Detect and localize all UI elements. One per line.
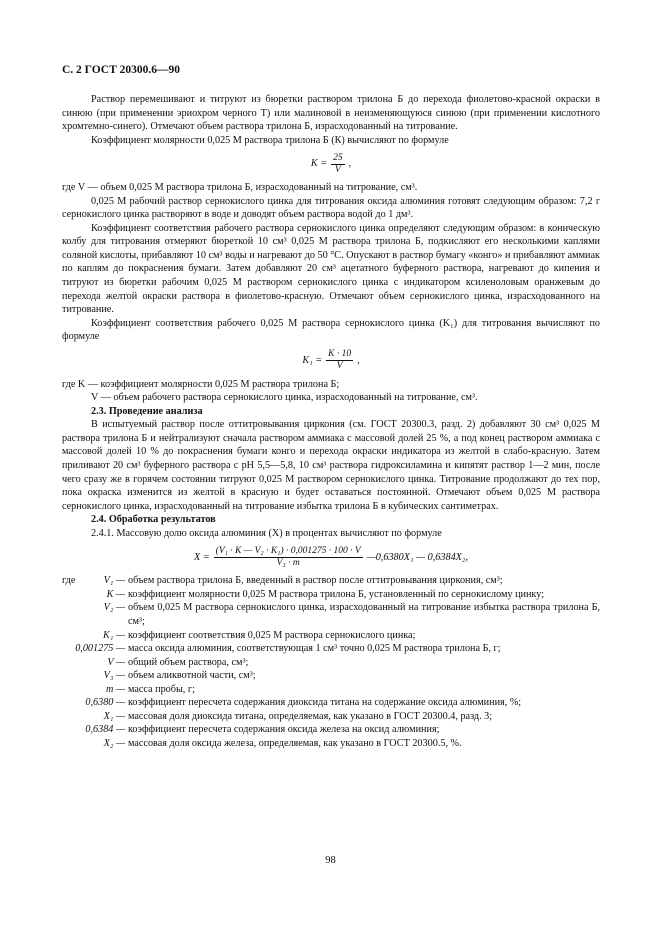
- definition-text: массовая доля диоксида титана, определяемая, как указано в ГОСТ 20300.4, разд. 3;: [128, 710, 493, 722]
- paragraph: В испытуемый раствор после оттитровывания циркония (см. ГОСТ 20300.3, разд. 2) добавляют 30 см³ 0,025 М раствора трилона Б и нейтрализуют сначала раствором аммиака с массовой долей 25 %, а под конец раствором аммиака с массовой долей 10 % до покраснения бумаги конго и перехода окраски индикатора из желтой в слабо-красную. Затем приливают 20 см³ буферного раствора с pH 5,5—5,8, 10 см³ раствора гидроксиламина и кипятят раствор 1—2 мин, после чего сразу же в горячем состоянии титруют 0,025 М раствором сернокислого цинка. Титрование продолжают до тех пор, пока окраска изменится из желтой в красную и будет оставаться постоянной. Отмечают объем 0,025 М раствора сернокислого цинка, израсходованный на титрование избытка трилона Б в кубических сантиметрах.: [62, 419, 600, 512]
- formula-numerator: (V₁ · K — V₂ · K₁) · 0,001275 · 100 · V: [215, 545, 361, 556]
- definition-symbol: X₂ —: [103, 737, 125, 749]
- definition-text: массовая доля оксида железа, определяемая, как указано в ГОСТ 20300.5, %.: [128, 737, 462, 749]
- definition-text: коэффициент пересчета содержания оксида железа на оксид алюминия;: [128, 724, 440, 736]
- definition-text: масса пробы, г;: [128, 683, 195, 695]
- formula-lhs: K =: [310, 158, 328, 170]
- definition-text: объем 0,025 М раствора сернокислого цинка, израсходованный на титрование избытка раствора трилона Б, см³;: [128, 602, 600, 627]
- page-body: [62, 93, 600, 750]
- definition-symbol: 0,001275 —: [75, 643, 125, 655]
- definition-symbol: 0,6380 —: [85, 697, 125, 709]
- page-number: 98: [325, 855, 336, 866]
- paragraph: где V — объем 0,025 М раствора трилона Б, израсходованный на титрование, см³.: [62, 182, 418, 194]
- definition-text: объем аликвотной части, см³;: [128, 670, 256, 682]
- formula-k1: [62, 347, 600, 375]
- section-heading: 2.4. Обработка результатов: [91, 514, 216, 526]
- formula-fraction: [214, 546, 363, 569]
- definitions-list: [62, 574, 600, 750]
- paragraph: Коэффициент молярности 0,025 М раствора трилона Б (К) вычисляют по формуле: [91, 134, 449, 146]
- paragraph: Раствор перемешивают и титруют из бюретки раствором трилона Б до перехода фиолетово-красной окраски в синюю (при применении эриохром черного Т) или малиновой в неизменяющуюся синюю (при применении кислотного хромтемно-синего). Отмечают объем раствора трилона Б, израсходованный на титрование.: [62, 94, 600, 133]
- definition-symbol: m —: [106, 683, 125, 695]
- definition-symbol: K₁ —: [103, 629, 125, 641]
- definition-symbol: 0,6384 —: [85, 724, 125, 736]
- definition-text: коэффициент пересчета содержания диоксида титана на содержание оксида алюминия, %;: [128, 697, 522, 709]
- definition-text: объем раствора трилона Б, введенный в раствор после оттитровывания циркония, см³;: [128, 575, 503, 587]
- paragraph: Коэффициент соответствия рабочего раствора сернокислого цинка определяют следующим образом: в коническую колбу для титрования отмеряют бюреткой 10 см³ 0,025 М раствора трилона Б, подкисляют его несколькими каплями соляной кислоты, прибавляют 10 см³ воды и нагревают до 50 °С. Опускают в раствор бумагу «конго» и прибавляют аммиак по каплям до покраснения бумаги. Затем добавляют 20 см³ ацетатного буферного раствора, нагревают до кипения и титруют из бюретки рабочим 0,025 М раствором сернокислого цинка с индикатором ксиленоловым оранжевым до перехода желтой окраски раствора в фиолетово-красную. Отмечают объем сернокислого цинка, израсходованного на титрование.: [62, 222, 600, 316]
- definitions-lead: где: [62, 575, 76, 587]
- definition-symbol: V₃ —: [103, 670, 125, 682]
- definition-symbol: V₂ —: [103, 602, 125, 614]
- formula-denominator: V: [336, 361, 343, 372]
- definition-text: общий объем раствора, см³;: [128, 656, 249, 668]
- paragraph: 2.4.1. Массовую долю оксида алюминия (X) в процентах вычисляют по формуле: [91, 527, 442, 539]
- paragraph: Коэффициент соответствия рабочего 0,025 М раствора сернокислого цинка (K₁) для титрования вычисляют по формуле: [62, 317, 600, 343]
- definition-symbol: V —: [107, 656, 125, 668]
- formula-tail: ,: [357, 354, 360, 366]
- formula-fraction: [326, 349, 353, 372]
- definition-text: масса оксида алюминия, соответствующая 1 см³ точно 0,025 М раствора трилона Б, г;: [128, 643, 501, 655]
- definition-symbol: V₁ —: [103, 575, 125, 587]
- formula-numerator: K · 10: [328, 349, 352, 360]
- definition-symbol: X₁ —: [103, 710, 125, 722]
- formula-lhs: X =: [194, 551, 210, 563]
- page-header: С. 2 ГОСТ 20300.6—90: [62, 64, 181, 76]
- formula-tail: ,: [348, 158, 352, 170]
- definition-text: коэффициент молярности 0,025 М раствора трилона Б, установленный по сернокислому цинку;: [128, 588, 545, 600]
- formula-denominator: V₃ · m: [276, 557, 300, 568]
- section-heading: 2.3. Проведение анализа: [91, 405, 203, 417]
- paragraph: 0,025 М рабочий раствор сернокислого цинка для титрования оксида алюминия готовят следующим образом: 7,2 г сернокислого цинка растворяют в воде и доводят объем раствора водой до 1 дм³.: [62, 195, 600, 221]
- definition-symbol: K —: [106, 588, 125, 600]
- formula-numerator: 25: [333, 152, 343, 163]
- formula-denominator: V: [334, 164, 341, 175]
- paragraph: где K — коэффициент молярности 0,025 М раствора трилона Б;: [62, 378, 340, 390]
- definition-text: коэффициент соответствия 0,025 М раствора сернокислого цинка;: [128, 629, 416, 641]
- paragraph: V — объем рабочего раствора сернокислого цинка, израсходованный на титрование, см³.: [91, 392, 478, 404]
- formula-x: [62, 543, 600, 571]
- formula-k: [62, 150, 600, 178]
- formula-fraction: [331, 153, 345, 176]
- formula-lhs: K₁ =: [302, 354, 323, 366]
- formula-tail: —0,6380X₁ — 0,6384X₂,: [366, 551, 468, 563]
